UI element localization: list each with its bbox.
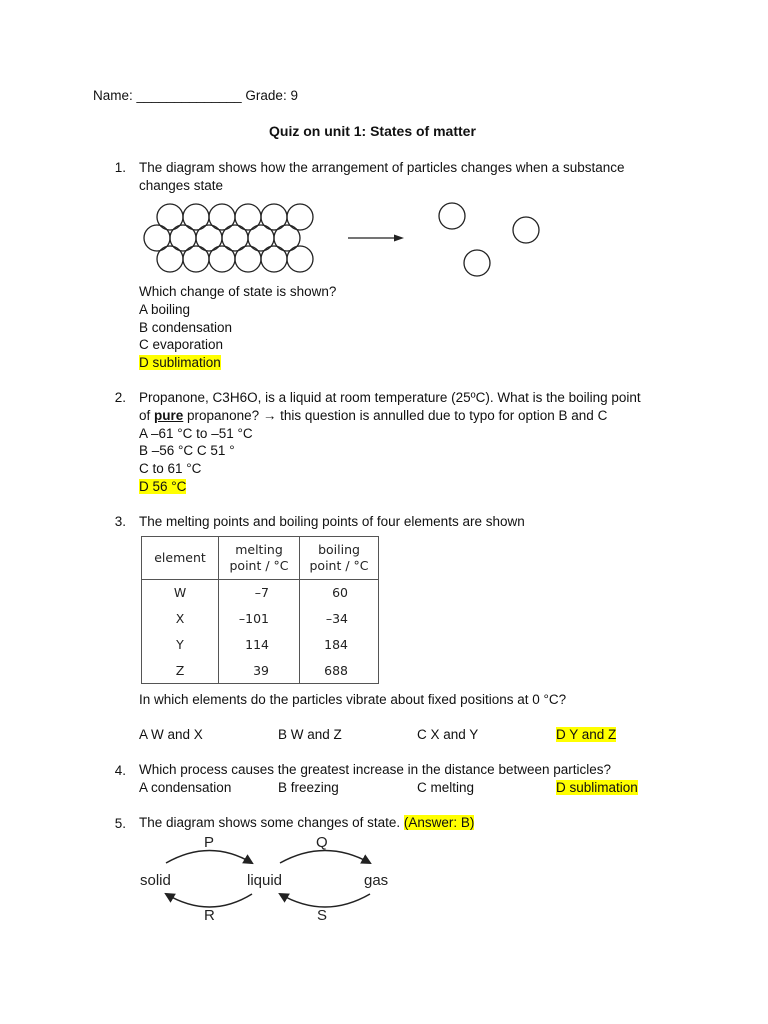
label-r: R [204, 907, 215, 924]
q4-option-d-answer: D sublimation [556, 780, 638, 795]
name-label: Name: [93, 88, 133, 103]
table-header-melting: melting point / °C [219, 537, 300, 580]
q3-option-b: B W and Z [278, 727, 342, 742]
q2-text-line2 [139, 407, 641, 425]
table-cell: 60 [300, 580, 379, 606]
q2-text-pure: pure [154, 407, 184, 423]
q5-number: 5. [114, 816, 126, 831]
q2-text-post: propanone? → this question is annulled due to typo for option B and C [183, 407, 608, 423]
q3-option-c: C X and Y [417, 727, 479, 742]
q1-particle-diagram [136, 196, 556, 282]
q4-option-a: A condensation [139, 780, 232, 795]
q2-text-pre: of [139, 407, 155, 423]
q1-option-a: A boiling [139, 301, 191, 317]
label-p: P [204, 834, 215, 851]
q2-option-b: B –56 °C C 51 ° [139, 443, 235, 459]
table-row [142, 606, 379, 632]
table-cell: 688 [300, 657, 379, 683]
state-solid: solid [140, 872, 171, 889]
table-cell: 39 [219, 657, 300, 683]
q2-number: 2. [114, 390, 126, 405]
q1-options [139, 283, 336, 372]
right-arrow-icon [348, 235, 404, 242]
q3-option-a: A W and X [139, 727, 203, 742]
table-cell: 114 [219, 631, 300, 657]
name-blank: ______________ [136, 88, 242, 103]
table-cell: Z [142, 657, 219, 683]
solid-particles [144, 204, 313, 272]
label-s: S [317, 907, 328, 924]
table-row [142, 580, 379, 606]
q4-option-c: C melting [417, 780, 475, 795]
q3-option-d-answer: D Y and Z [556, 727, 617, 742]
q5-line [139, 815, 474, 830]
q2-option-c: C to 61 °C [139, 461, 202, 477]
table-header-element: element [142, 537, 219, 580]
q2-option-a: A –61 °C to –51 °C [139, 425, 253, 441]
name-field [93, 88, 298, 103]
table-cell: –34 [300, 606, 379, 632]
q2-body [139, 389, 641, 496]
table-row [142, 657, 379, 683]
q4-option-b: B freezing [278, 780, 339, 795]
q3-prompt: In which elements do the particles vibrate about fixed positions at 0 °C? [139, 692, 567, 707]
melting-boiling-table [141, 536, 379, 684]
gas-particles [439, 203, 539, 276]
arrow-r [166, 894, 252, 907]
table-row [142, 631, 379, 657]
arrow-p [166, 851, 252, 864]
table-cell: W [142, 580, 219, 606]
q1-option-c: C evaporation [139, 337, 224, 353]
q2-text-line1: Propanone, C3H6O, is a liquid at room temperature (25ºC). What is the boiling point [139, 390, 641, 405]
table-cell: X [142, 606, 219, 632]
q1-text-line1: The diagram shows how the arrangement of particles changes when a substance [139, 160, 625, 175]
grade-label: Grade: 9 [245, 88, 298, 103]
q1-number: 1. [114, 160, 126, 175]
changes-of-state-diagram [130, 830, 410, 930]
arrow-s [280, 894, 370, 907]
q2-option-d-answer: D 56 °C [139, 478, 187, 494]
state-liquid: liquid [247, 872, 283, 889]
q4-text: Which process causes the greatest increase in the distance between particles? [139, 762, 612, 777]
q5-answer-note: (Answer: B) [403, 815, 475, 830]
label-q: Q [316, 834, 328, 851]
q1-text-line2: changes state [139, 177, 224, 193]
table-cell: 184 [300, 631, 379, 657]
state-gas: gas [364, 872, 389, 889]
q5-text: The diagram shows some changes of state. [139, 815, 401, 830]
q1-option-b: B condensation [139, 319, 233, 335]
table-cell: –101 [219, 606, 300, 632]
page-title: Quiz on unit 1: States of matter [269, 123, 476, 139]
table-cell: –7 [219, 580, 300, 606]
table-header-boiling: boiling point / °C [300, 537, 379, 580]
q1-text [139, 159, 625, 195]
q1-prompt: Which change of state is shown? [139, 284, 337, 299]
arrow-q [280, 851, 370, 864]
q3-text: The melting points and boiling points of four elements are shown [139, 514, 525, 529]
table-cell: Y [142, 631, 219, 657]
q4-number: 4. [114, 763, 126, 778]
q1-option-d-answer: D sublimation [139, 355, 221, 371]
q3-number: 3. [114, 514, 126, 529]
